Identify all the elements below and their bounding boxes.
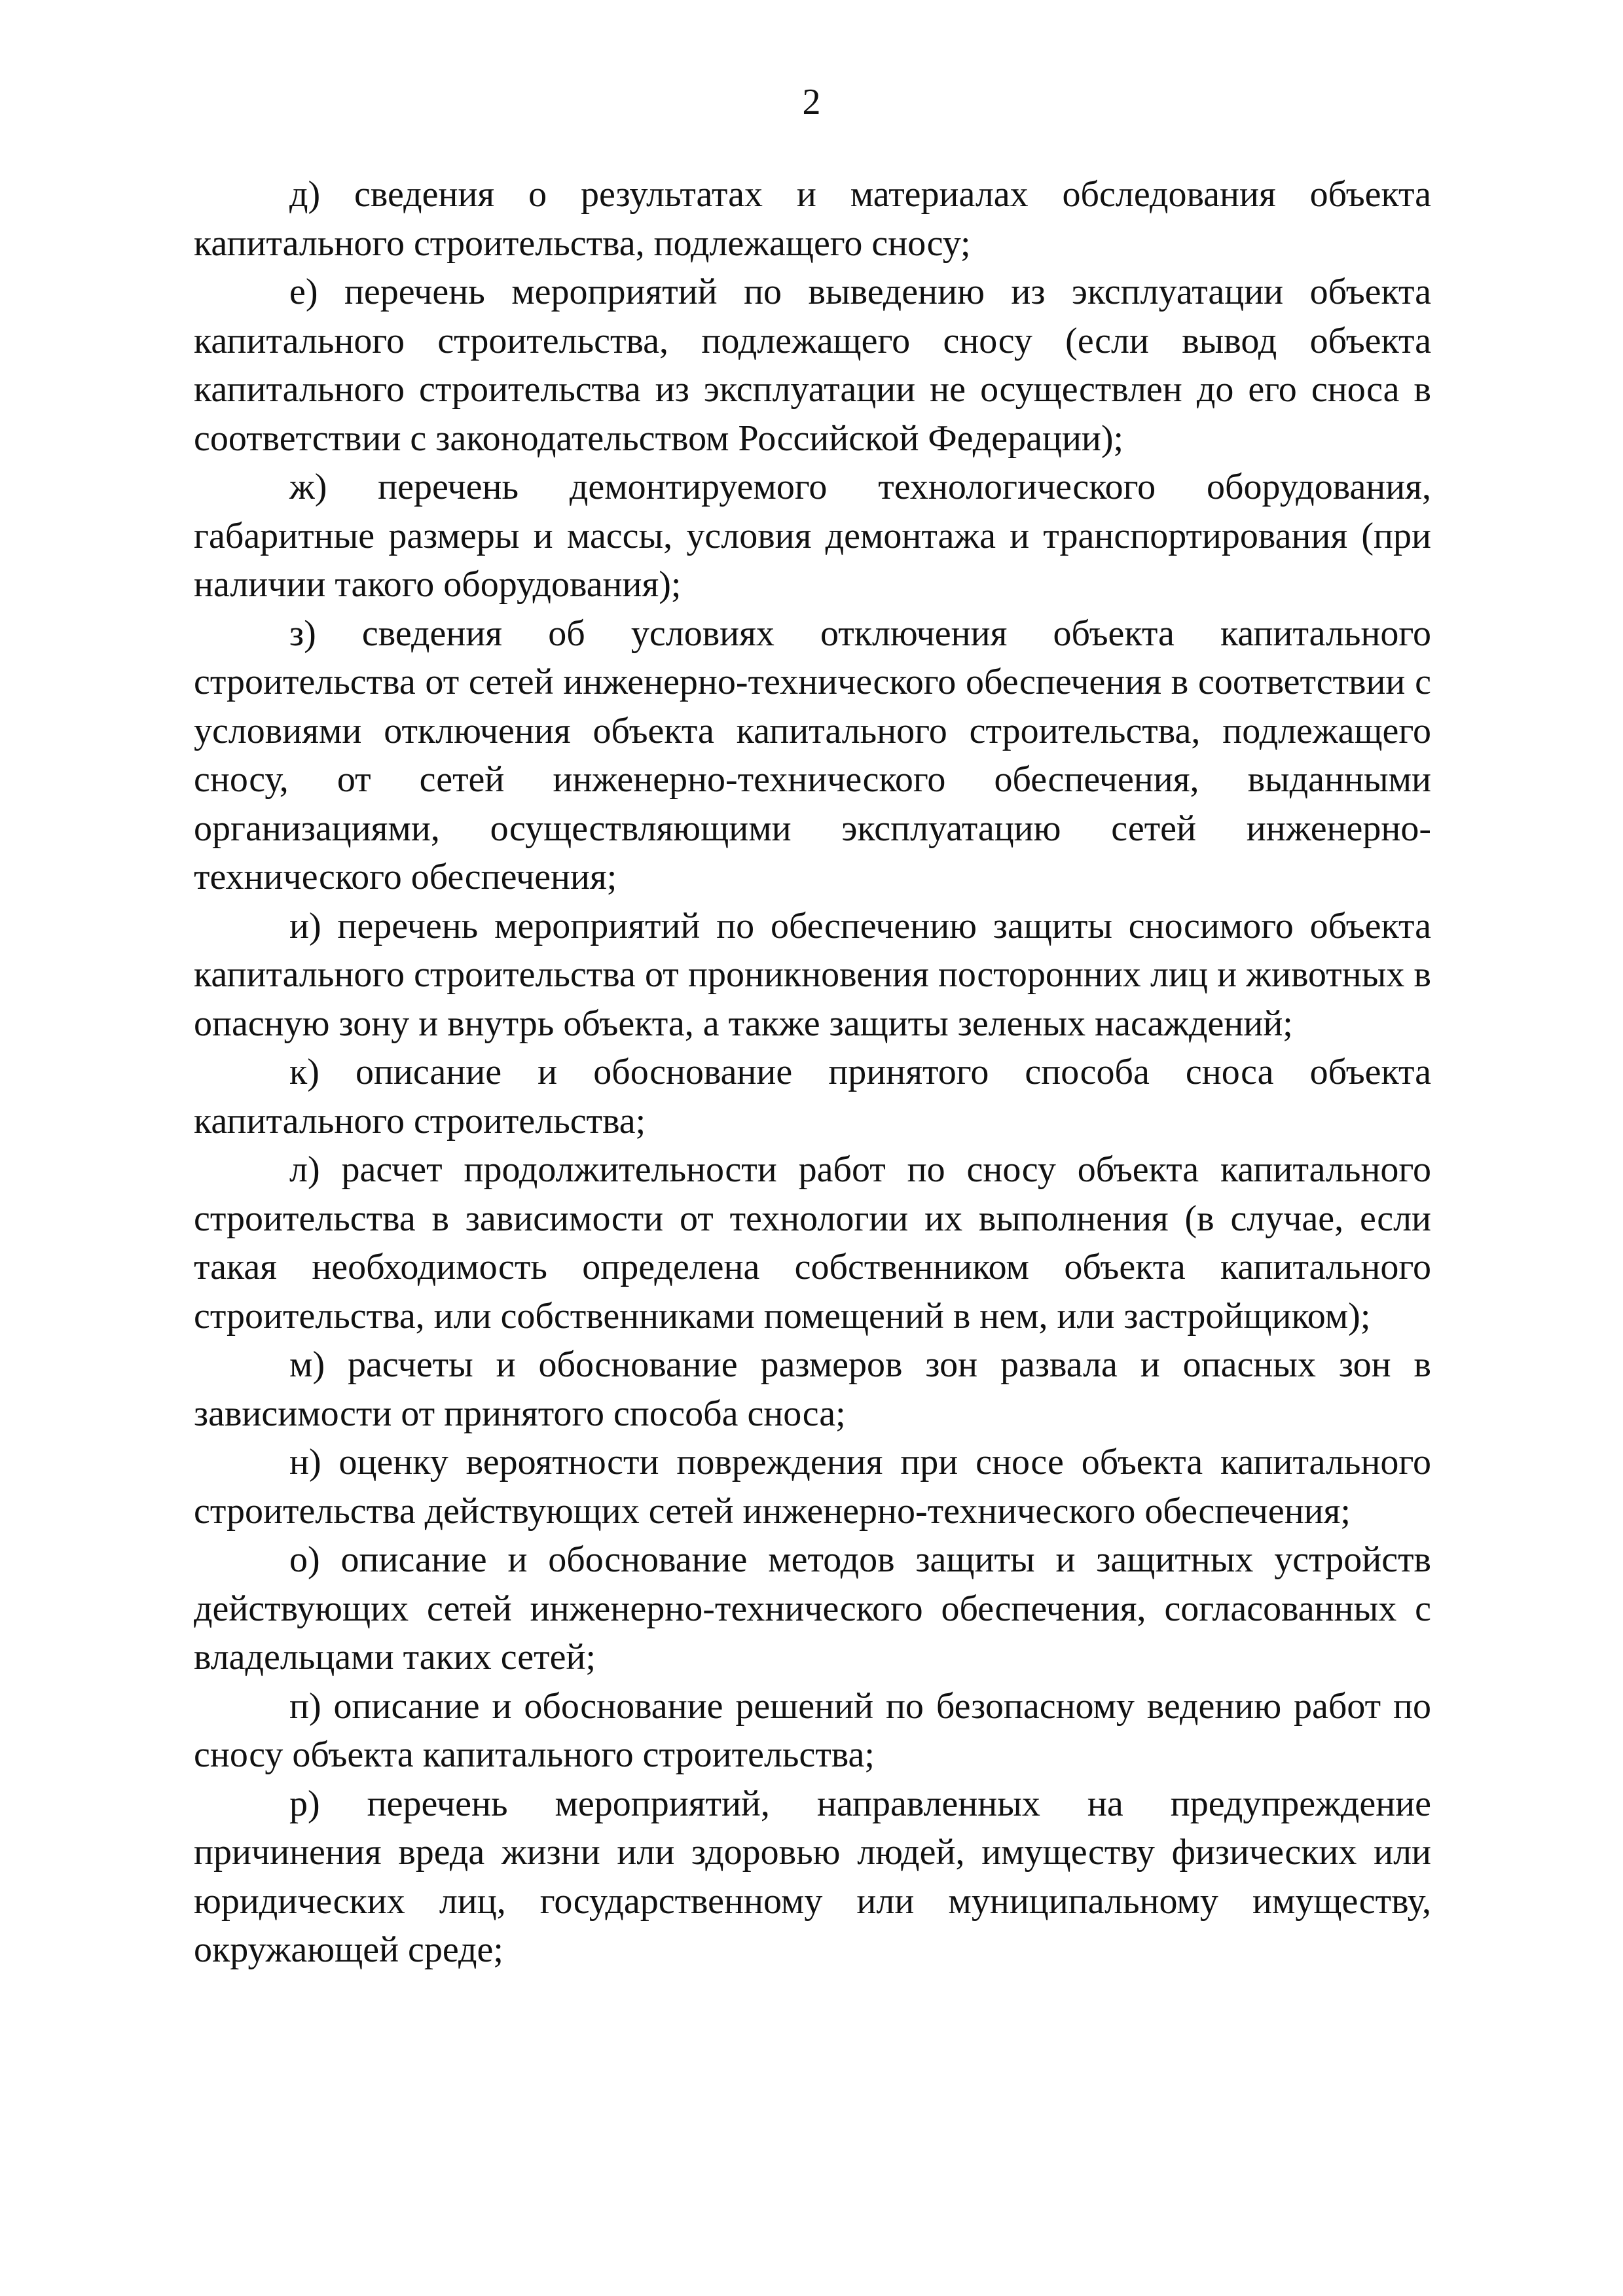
- paragraph-k: к) описание и обоснование принятого способа сноса объекта капитального строительства;: [194, 1052, 1431, 1141]
- paragraph-i: и) перечень мероприятий по обеспечению защиты сносимого объекта капитального строительства от проникновения посторонних лиц и животных в опасную зону и внутрь объекта, а также защиты зеленых насаждений;: [194, 905, 1431, 1044]
- paragraph-m: м) расчеты и обоснование размеров зон развала и опасных зон в зависимости от принятого способа сноса;: [194, 1344, 1431, 1434]
- paragraph-p: п) описание и обоснование решений по безопасному ведению работ по сносу объекта капитального строительства;: [194, 1685, 1431, 1775]
- page-number: 2: [802, 82, 821, 122]
- paragraph-r: р) перечень мероприятий, направленных на предупреждение причинения вреда жизни или здоровью людей, имуществу физических или юридических лиц, государственному или муниципальному имуществу, окружающей среде;: [194, 1783, 1431, 1970]
- paragraph-e: е) перечень мероприятий по выведению из эксплуатации объекта капитального строительства, подлежащего сносу (если вывод объекта капитального строительства из эксплуатации не осуществлен до его сноса в соответствии с законодательством Российской Федерации);: [194, 272, 1431, 459]
- paragraph-l: л) расчет продолжительности работ по сносу объекта капитального строительства в зависимости от технологии их выполнения (в случае, если такая необходимость определена собственником объекта капитального строительства, или собственниками помещений в нем, или застройщиком);: [194, 1149, 1431, 1336]
- paragraph-d: д) сведения о результатах и материалах обследования объекта капитального строительства, подлежащего сносу;: [194, 174, 1431, 264]
- document-body: [194, 170, 1431, 1975]
- paragraph-n: н) оценку вероятности повреждения при сносе объекта капитального строительства действующих сетей инженерно-технического обеспечения;: [194, 1442, 1431, 1532]
- paragraph-zh: ж) перечень демонтируемого технологического оборудования, габаритные размеры и массы, условия демонтажа и транспортирования (при наличии такого оборудования);: [194, 467, 1431, 605]
- paragraph-o: о) описание и обоснование методов защиты и защитных устройств действующих сетей инженерно-технического обеспечения, согласованных с владельцами таких сетей;: [194, 1539, 1431, 1677]
- paragraph-z: з) сведения об условиях отключения объекта капитального строительства от сетей инженерно-технического обеспечения в соответствии с условиями отключения объекта капитального строительства, подлежащего сносу, от сетей инженерно-технического обеспечения, выданными организациями, осуществляющими эксплуатацию сетей инженерно-технического обеспечения;: [194, 613, 1431, 897]
